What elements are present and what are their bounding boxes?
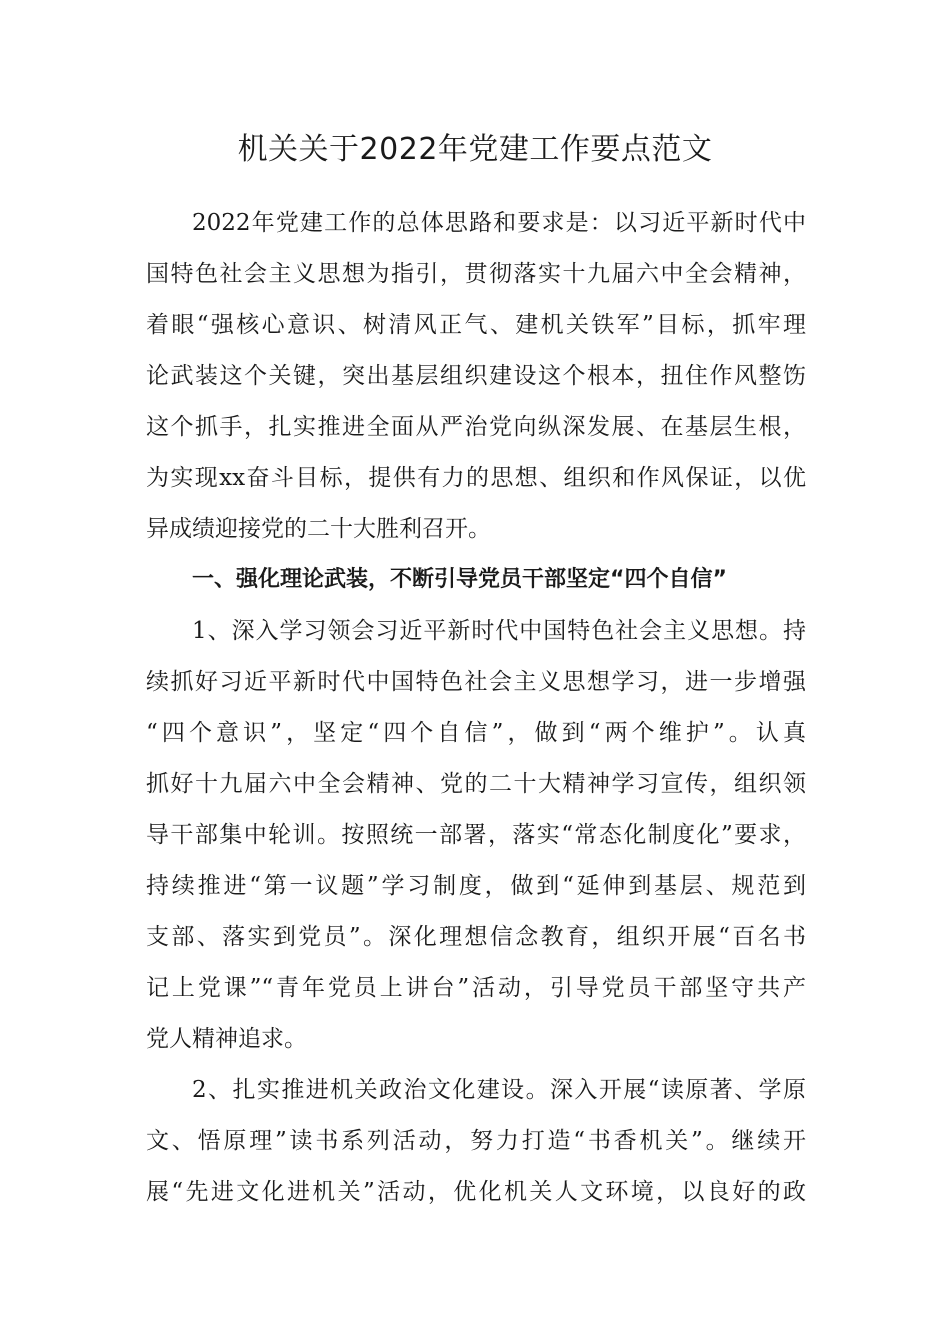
item-2-line-3: 展“先进文化进机关”活动，优化机关人文环境，以良好的政 [146,1179,806,1205]
item-1-line-6: 持续推进“第一议题”学习制度，做到“延伸到基层、规范到 [146,873,806,899]
item-1-line-4: 抓好十九届六中全会精神、党的二十大精神学习宣传，组织领 [146,771,806,797]
intro-line-2: 国特色社会主义思想为指引，贯彻落实十九届六中全会精神， [146,261,806,287]
item-1-line-5: 导干部集中轮训。按照统一部署，落实“常态化制度化”要求， [146,822,806,848]
item-1-line-2: 续抓好习近平新时代中国特色社会主义思想学习，进一步增强 [146,669,806,695]
intro-line-7: 异成绩迎接党的二十大胜利召开。 [146,516,491,542]
item-1-line-9: 党人精神追求。 [146,1026,307,1052]
item-2-line-2: 文、悟原理”读书系列活动，努力打造“书香机关”。继续开 [146,1128,806,1154]
item-1-line-1: 1、深入学习领会习近平新时代中国特色社会主义思想。持 [192,618,806,644]
document-title: 机关关于2022年党建工作要点范文 [237,132,713,167]
intro-line-4: 论武装这个关键，突出基层组织建设这个根本，扭住作风整饬 [146,363,806,389]
intro-line-3: 着眼“强核心意识、树清风正气、建机关铁军”目标，抓牢理 [146,312,806,338]
section-1-heading: 一、强化理论武装，不断引导党员干部坚定“四个自信” [192,567,727,592]
intro-line-6: 为实现xx奋斗目标，提供有力的思想、组织和作风保证，以优 [146,465,806,491]
item-2-line-1: 2、扎实推进机关政治文化建设。深入开展“读原著、学原 [192,1077,806,1103]
item-1-line-8: 记上党课”“青年党员上讲台”活动，引导党员干部坚守共产 [146,975,806,1001]
item-1-line-3: “四个意识”，坚定“四个自信”，做到“两个维护”。认真 [146,720,806,746]
intro-line-1: 2022年党建工作的总体思路和要求是：以习近平新时代中 [192,210,806,236]
item-1-line-7: 支部、落实到党员”。深化理想信念教育，组织开展“百名书 [146,924,806,950]
intro-line-5: 这个抓手，扎实推进全面从严治党向纵深发展、在基层生根， [146,414,806,440]
